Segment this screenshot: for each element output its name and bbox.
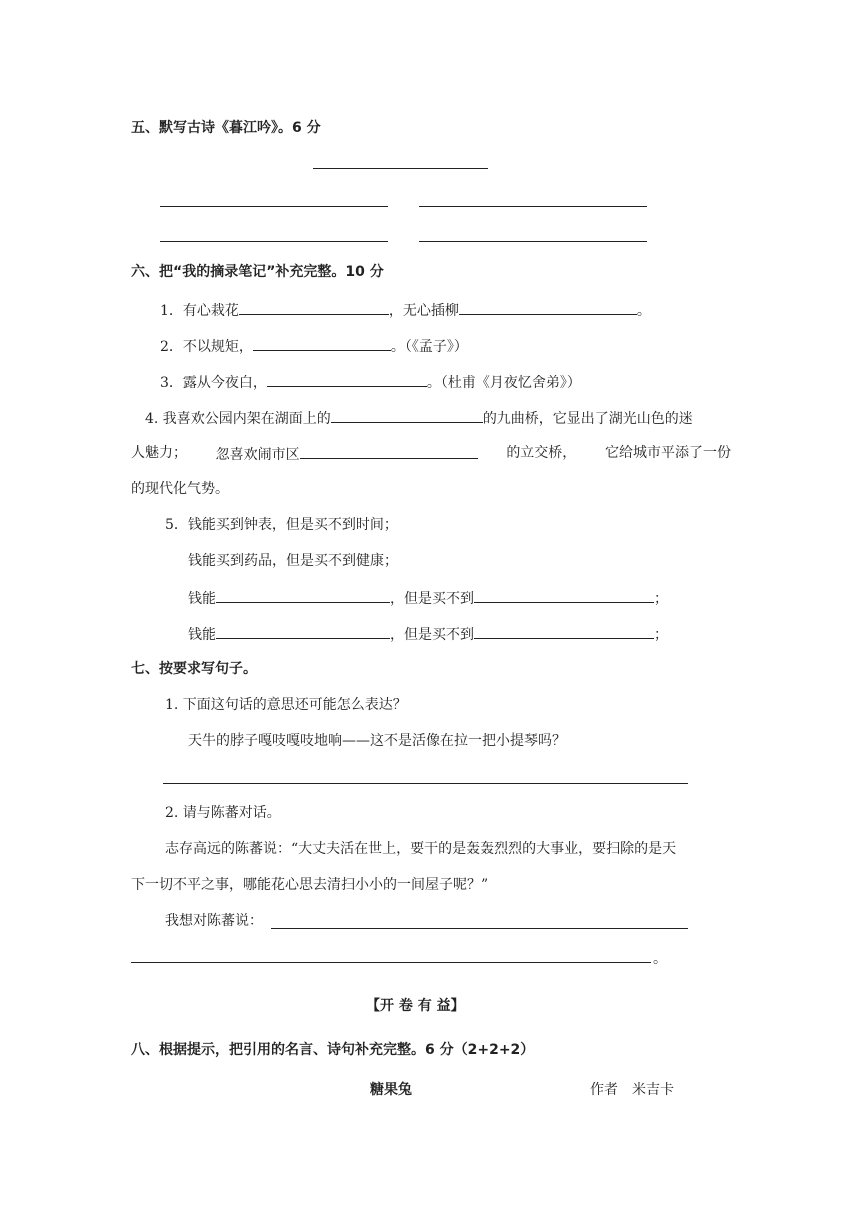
question-6-5-fill-1: [188, 587, 668, 609]
q4-segment-4: 它给城市平添了一份: [604, 445, 731, 461]
question-7-1: 1. 下面这句话的意思还可能怎么表达？: [165, 697, 407, 713]
poem-line-2-blank[interactable]: [419, 206, 647, 207]
section-banner: 【开 卷 有 益】: [366, 998, 465, 1014]
question-6-1: [160, 299, 651, 321]
q5-middle-1: ，但是买不到: [390, 591, 474, 607]
answer-7-2-period: 。: [653, 951, 667, 967]
question-7-1-sentence: 天牛的脖子嘎吱嘎吱地响——这不是活像在拉一把小提琴吗？: [188, 733, 566, 749]
q5-blank-2[interactable]: [474, 587, 654, 603]
q5-middle-2: ，但是买不到: [390, 627, 474, 643]
q1-prefix: 1．有心栽花: [160, 303, 239, 319]
question-6-5-line-1: 5．钱能买到钟表，但是买不到时间；: [165, 517, 398, 533]
q5-blank-3[interactable]: [216, 623, 390, 639]
q4-segment-3: 的立交桥，: [506, 445, 577, 461]
q4-segment-2-text: 忽喜欢闹市区: [215, 447, 300, 463]
q2-prefix: 2．不以规矩，: [160, 339, 253, 355]
answer-line-7-1[interactable]: [163, 783, 688, 784]
q5-prefix-2: 钱能: [188, 627, 216, 643]
question-7-2-reply-label: 我想对陈蕃说：: [165, 913, 263, 929]
section-8-heading: 八、根据提示，把引用的名言、诗句补充完整。6 分（2+2+2）: [131, 1042, 535, 1058]
story-author: 作者 米吉卡: [590, 1082, 674, 1098]
question-6-5-line-2: 钱能买到药品，但是买不到健康；: [188, 553, 398, 569]
q1-middle: ，无心插柳: [388, 303, 459, 319]
q4-middle: 的九曲桥，它显出了湖光山色的迷: [482, 411, 693, 427]
q3-blank[interactable]: [267, 371, 427, 387]
q5-end-1: ；: [654, 591, 668, 607]
q5-end-2: ；: [654, 627, 668, 643]
q4-segment-1: 人魅力；: [131, 445, 187, 461]
answer-line-7-2-b[interactable]: [131, 962, 651, 963]
question-6-4-line-1: [145, 407, 693, 429]
q4-prefix: 4. 我喜欢公园内架在湖面上的: [145, 411, 331, 427]
q2-blank[interactable]: [253, 335, 391, 351]
question-6-4-line-2: [131, 443, 731, 465]
q1-blank-2[interactable]: [459, 299, 637, 315]
q1-blank-1[interactable]: [239, 299, 389, 315]
question-6-3: [160, 371, 581, 393]
q1-end: 。: [636, 303, 651, 319]
question-7-2-quote-line-1: 志存高远的陈蕃说：“大丈夫活在世上，要干的是轰轰烈烈的大事业，要扫除的是天: [165, 841, 677, 857]
q4-segment-2: [216, 443, 478, 465]
question-6-2: [160, 335, 468, 357]
section-6-heading: 六、把“我的摘录笔记”补充完整。10 分: [131, 264, 384, 280]
poem-title-blank[interactable]: [313, 168, 488, 169]
q2-source: 。（《孟子》）: [390, 339, 468, 355]
poem-line-1-blank[interactable]: [160, 206, 388, 207]
section-7-heading: 七、按要求写句子。: [131, 661, 257, 677]
question-6-5-fill-2: [188, 623, 668, 645]
q3-prefix: 3．露从今夜白，: [160, 375, 267, 391]
q4-blank-1[interactable]: [331, 407, 483, 423]
q4-blank-2[interactable]: [300, 443, 478, 459]
question-6-4-line-3: 的现代化气势。: [131, 481, 229, 497]
story-title: 糖果兔: [370, 1082, 412, 1098]
q5-prefix-1: 钱能: [188, 591, 216, 607]
answer-line-7-2-a[interactable]: [271, 928, 688, 929]
q3-source: 。（杜甫《月夜忆舍弟》）: [426, 375, 581, 391]
question-7-2: 2. 请与陈蕃对话。: [165, 805, 281, 821]
poem-line-4-blank[interactable]: [419, 241, 647, 242]
section-5-heading: 五、默写古诗《暮江吟》。6 分: [131, 120, 321, 136]
poem-line-3-blank[interactable]: [160, 241, 388, 242]
q5-blank-4[interactable]: [474, 623, 654, 639]
question-7-2-quote-line-2: 下一切不平之事，哪能花心思去清扫小小的一间屋子呢？”: [131, 877, 489, 893]
q5-blank-1[interactable]: [216, 587, 390, 603]
